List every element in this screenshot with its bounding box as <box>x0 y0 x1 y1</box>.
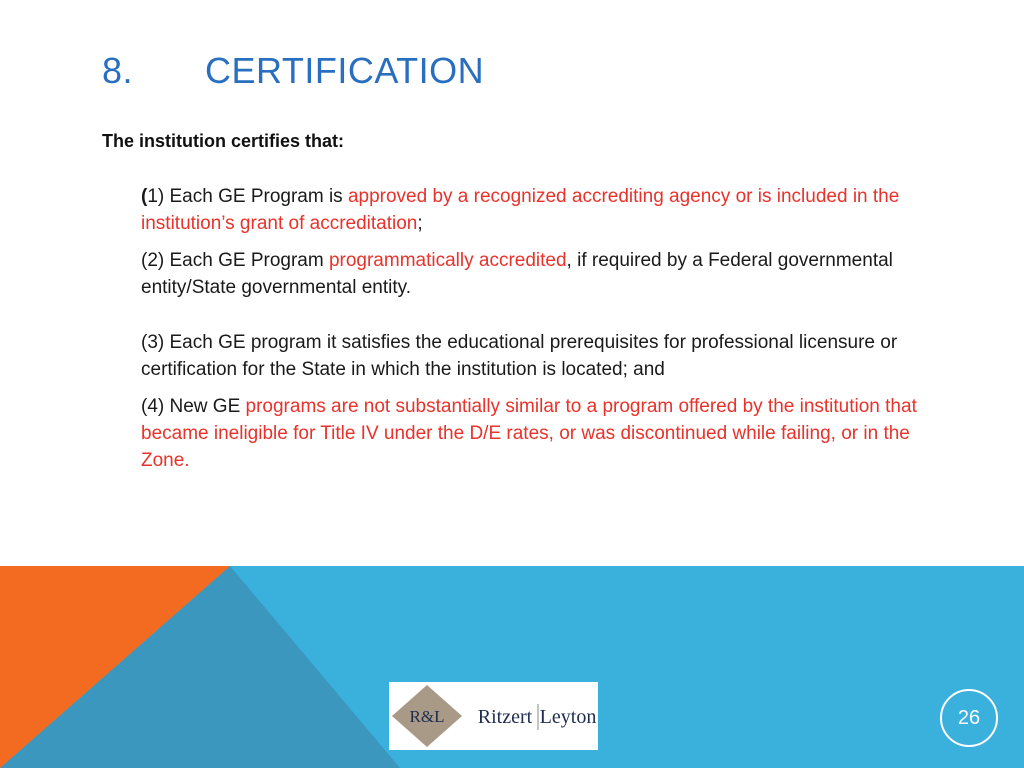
list-item <box>141 183 931 237</box>
slide-title <box>102 50 484 92</box>
title-text: CERTIFICATION <box>205 50 485 91</box>
item-highlight: approved by a recognized accrediting agency or is included in the institution’s grant of accreditation <box>141 186 900 234</box>
page-number-badge <box>940 689 998 747</box>
item-highlight: programmatically accredited <box>328 250 567 271</box>
logo-name-left: Ritzert <box>477 706 533 728</box>
list-item <box>141 329 931 383</box>
company-logo <box>389 682 598 750</box>
item-tail: , if required by a Federal governmental entity/State governmental entity. <box>141 250 893 298</box>
item-lead: (2) Each GE Program <box>141 250 329 271</box>
logo-name-right: Leyton <box>539 706 597 728</box>
page-number: 26 <box>957 706 981 729</box>
slide-subtitle: The institution certifies that: <box>102 131 345 151</box>
certification-list <box>141 183 931 484</box>
logo-monogram: R&L <box>409 707 445 726</box>
list-item <box>141 393 931 474</box>
item-tail: ; <box>417 213 423 234</box>
item-highlight: programs are not substantially similar to a program offered by the institution that became ineligible for Title IV under the D/E rates, or was discontinued while failing, or in the Zone. <box>141 396 917 471</box>
item-lead: (4) New GE <box>141 396 246 417</box>
item-open-paren: ( <box>141 186 148 207</box>
list-item <box>141 247 931 301</box>
section-number: 8. <box>102 50 134 91</box>
item-lead: (3) Each GE program it satisfies the educational prerequisites for professional licensure or certification for the State in which the institution is located; and <box>141 332 898 380</box>
item-lead: 1) Each GE Program is <box>147 186 348 207</box>
